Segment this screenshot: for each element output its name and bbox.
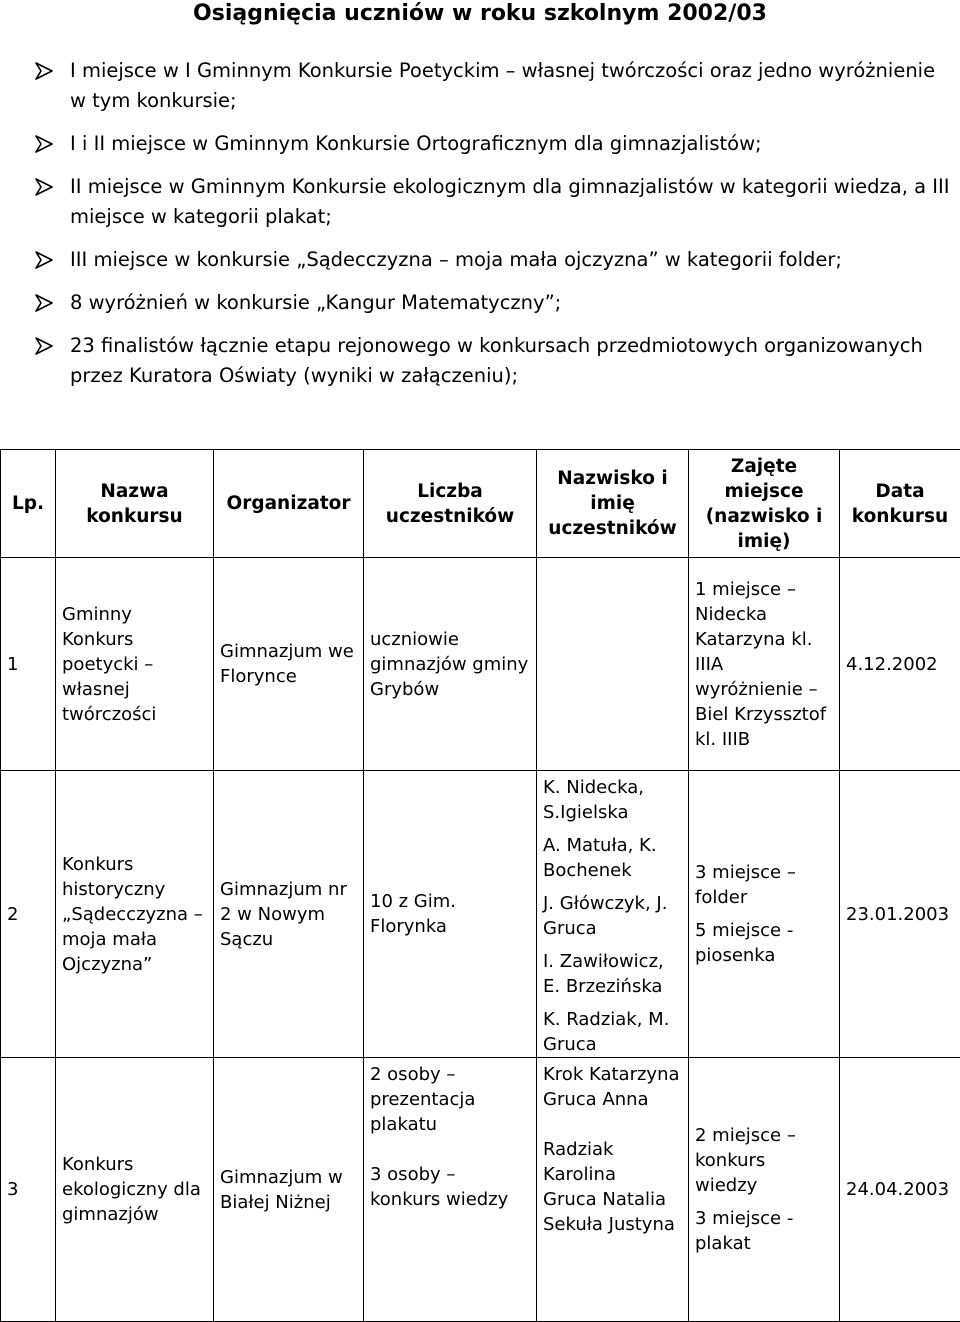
arrowhead-bullet-icon (34, 294, 54, 312)
cell-organizer: Gimnazjum nr 2 w Nowym Sączu (214, 771, 364, 1058)
header-place: Zajęte miejsce (nazwisko i imię) (689, 450, 840, 558)
cell-participants (364, 771, 537, 1058)
table-row (1, 771, 960, 1058)
table-row (1, 558, 960, 771)
cell-name: Konkurs historyczny „Sądecczyzna – moja mała Ojczyzna” (56, 771, 214, 1058)
cell-lp: 1 (1, 558, 56, 771)
achievement-text: II miejsce w Gminnym Konkursie ekologicznym dla gimnazjalistów w kategorii wiedza, a III miejsce w kategorii plakat; (70, 175, 950, 228)
participant-name-line: Gruca Natalia (543, 1187, 682, 1212)
participants-line: uczniowie gimnazjów gminy Grybów (370, 627, 530, 702)
achievement-text: 23 finalistów łącznie etapu rejonowego w konkursach przedmiotowych organizowanych przez Kuratora Oświaty (wyniki w załączeniu); (70, 334, 923, 387)
participant-name-line: K. Nidecka, S.Igielska (543, 775, 682, 825)
cell-place (689, 1058, 840, 1322)
place-line: wyróżnienie – Biel Krzyssztof kl. IIIB (695, 677, 833, 752)
cell-name: Konkurs ekologiczny dla gimnazjów (56, 1058, 214, 1322)
cell-place (689, 558, 840, 771)
participant-name-line: K. Radziak, M. Gruca (543, 1007, 682, 1057)
achievement-text: 8 wyróżnień w konkursie „Kangur Matematyczny”; (70, 291, 561, 314)
cell-place (689, 771, 840, 1058)
results-table (0, 449, 960, 1322)
participant-name-line: Krok Katarzyna (543, 1062, 682, 1087)
place-line: 2 miejsce – konkurs wiedzy (695, 1123, 833, 1198)
header-organizer: Organizator (214, 450, 364, 558)
achievement-item (34, 172, 954, 232)
achievement-item (34, 129, 954, 159)
achievement-text: III miejsce w konkursie „Sądecczyzna – moja mała ojczyzna” w kategorii folder; (70, 248, 842, 271)
participant-name-line: I. Zawiłowicz, E. Brzezińska (543, 949, 682, 999)
cell-date: 23.01.2003 (840, 771, 960, 1058)
place-line: 1 miejsce – Nidecka Katarzyna kl. IIIA (695, 577, 833, 677)
cell-participants (364, 1058, 537, 1322)
achievement-text: I i II miejsce w Gminnym Konkursie Ortograficznym dla gimnazjalistów; (70, 132, 762, 155)
participant-name-line: Sekuła Justyna (543, 1212, 682, 1237)
achievement-item (34, 56, 954, 116)
achievements-list (34, 56, 954, 404)
cell-participant-names (537, 558, 689, 771)
cell-date: 4.12.2002 (840, 558, 960, 771)
place-line: 5 miejsce - piosenka (695, 918, 833, 968)
page-title: Osiągnięcia uczniów w roku szkolnym 2002/03 (0, 0, 960, 28)
cell-lp: 2 (1, 771, 56, 1058)
header-date: Data konkursu (840, 450, 960, 558)
participants-line: 3 osoby – konkurs wiedzy (370, 1162, 530, 1212)
cell-organizer: Gimnazjum w Białej Niżnej (214, 1058, 364, 1322)
participant-name-line: Radziak Karolina (543, 1137, 682, 1187)
table-row (1, 1058, 960, 1322)
place-line: 3 miejsce – folder (695, 860, 833, 910)
participant-name-line: A. Matuła, K. Bochenek (543, 833, 682, 883)
arrowhead-bullet-icon (34, 251, 54, 269)
arrowhead-bullet-icon (34, 135, 54, 153)
place-line: 3 miejsce - plakat (695, 1206, 833, 1256)
header-participants: Liczba uczestników (364, 450, 537, 558)
header-name: Nazwa konkursu (56, 450, 214, 558)
cell-participants (364, 558, 537, 771)
achievement-item (34, 245, 954, 275)
achievement-item (34, 288, 954, 318)
arrowhead-bullet-icon (34, 62, 54, 80)
arrowhead-bullet-icon (34, 178, 54, 196)
header-participant-names: Nazwisko i imię uczestników (537, 450, 689, 558)
cell-participant-names (537, 1058, 689, 1322)
arrowhead-bullet-icon (34, 337, 54, 355)
table-header-row (1, 450, 960, 558)
participant-name-line: J. Główczyk, J. Gruca (543, 891, 682, 941)
participants-line: 2 osoby – prezentacja plakatu (370, 1062, 530, 1137)
cell-date: 24.04.2003 (840, 1058, 960, 1322)
cell-organizer: Gimnazjum we Florynce (214, 558, 364, 771)
participants-line: 10 z Gim. Florynka (370, 889, 530, 939)
cell-name: Gminny Konkurs poetycki – własnej twórczości (56, 558, 214, 771)
cell-lp: 3 (1, 1058, 56, 1322)
participant-name-line: Gruca Anna (543, 1087, 682, 1112)
achievement-item (34, 331, 954, 391)
cell-participant-names (537, 771, 689, 1058)
header-lp: Lp. (1, 450, 56, 558)
achievement-text: I miejsce w I Gminnym Konkursie Poetyckim – własnej twórczości oraz jedno wyróżnienie w tym konkursie; (70, 59, 935, 112)
